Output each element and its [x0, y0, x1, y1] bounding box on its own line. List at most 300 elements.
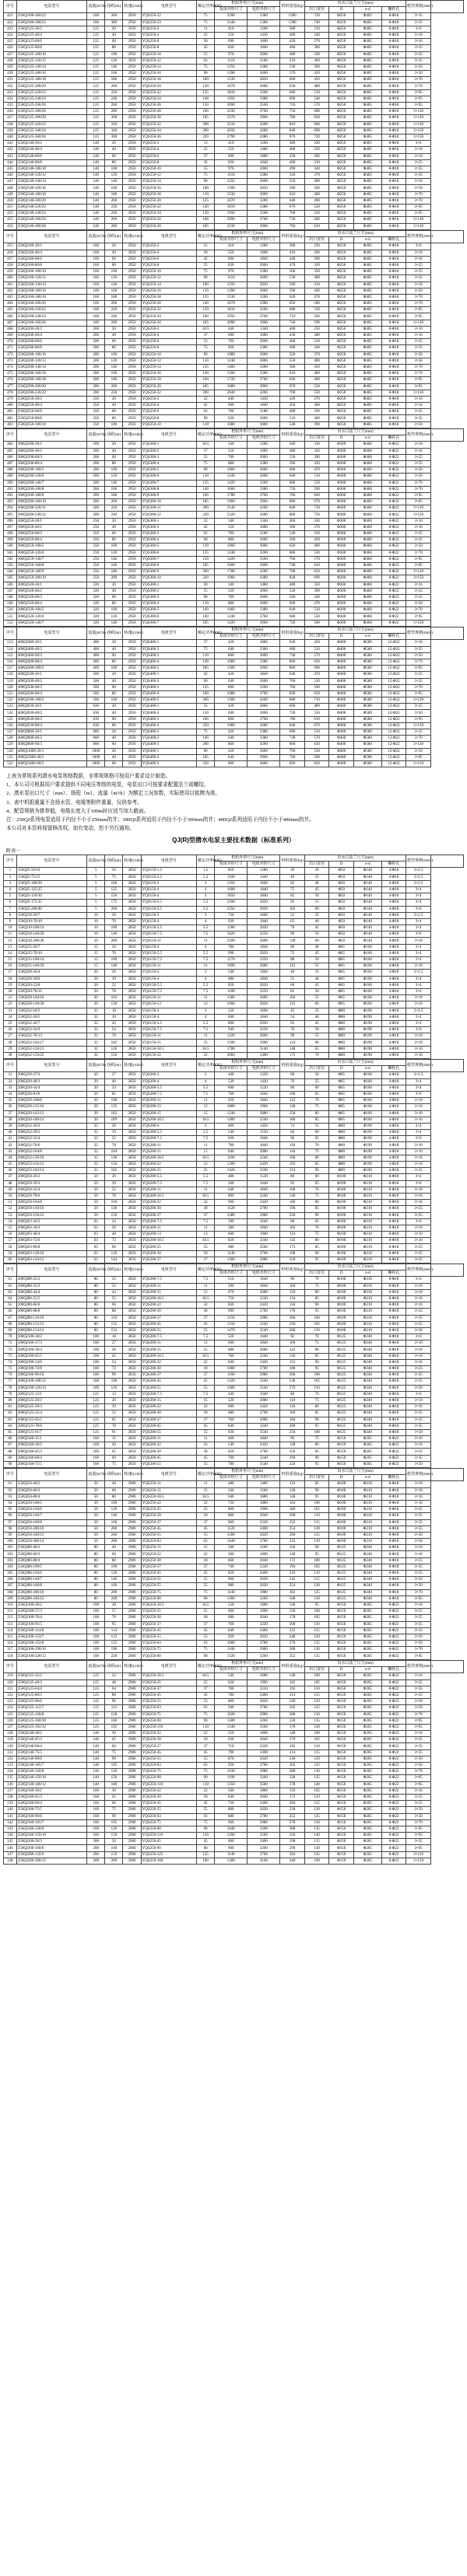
table-cell: 3×10 — [406, 1481, 431, 1487]
table-cell: Φ250 — [329, 191, 354, 197]
table-cell: 18.5 — [197, 442, 215, 448]
table-cell: Φ100 — [329, 1283, 354, 1289]
table-cell: 830 — [215, 1302, 248, 1309]
table-cell: 32 — [87, 1027, 105, 1033]
table-cell: 2060 — [248, 339, 280, 345]
table-cell: Φ240 — [353, 1404, 381, 1410]
column-subheader: n-d — [353, 237, 381, 243]
table-cell: 4-Φ18 — [381, 1098, 406, 1104]
table-cell: 95 — [304, 1366, 329, 1372]
table-cell: 2850 — [123, 957, 141, 963]
table-cell: 32 — [87, 1162, 105, 1168]
table-cell: Φ240 — [353, 1545, 381, 1551]
row-index: 87 — [4, 1442, 17, 1449]
table-cell: 320 — [87, 607, 105, 613]
table-cell: Φ160 — [353, 1104, 381, 1110]
table-row — [4, 1596, 464, 1602]
table-cell: 20 — [87, 1072, 105, 1078]
table-cell: 280 — [105, 109, 123, 115]
table-cell: Φ405 — [353, 307, 381, 313]
table-cell: 740 — [280, 652, 305, 659]
table-cell: 200QJ125-52/4 — [16, 1410, 86, 1417]
table-cell: Φ100 — [329, 1507, 354, 1513]
table-cell: 3×2.5 — [406, 970, 431, 976]
table-cell: 3×25 — [406, 588, 431, 594]
table-cell: 1600 — [215, 886, 248, 893]
table-cell: 200QJ32-104/8 — [16, 1148, 86, 1155]
table-cell: 300QJ200-180/9 — [16, 492, 86, 498]
table-cell: 380 — [105, 19, 123, 26]
table-cell: Φ100 — [329, 1232, 354, 1238]
table-cell: 158 — [280, 1609, 305, 1615]
table-cell: 30 — [197, 1410, 215, 1417]
table-cell: Φ405 — [353, 326, 381, 332]
table-row — [4, 275, 464, 281]
table-cell: 3200 — [248, 197, 280, 204]
table-cell: 2420 — [248, 1200, 280, 1206]
table-cell: Φ250 — [329, 173, 354, 179]
table-cell: 8-Φ22 — [381, 1615, 406, 1621]
table-cell: 125 — [87, 1673, 105, 1679]
table-cell: Φ150 — [329, 1845, 354, 1851]
table-cell: 300QJ200-220/11 — [16, 505, 86, 512]
table-cell: YQS250-55 — [141, 1583, 197, 1589]
table-cell: 122 — [280, 1001, 305, 1008]
table-cell: 3×10 — [406, 1033, 431, 1040]
table-row — [4, 1673, 464, 1679]
row-index: 82 — [4, 1410, 17, 1417]
table-cell: 990 — [215, 950, 248, 956]
table-cell: 90 — [197, 179, 215, 185]
table-row — [4, 1372, 464, 1379]
table-cell: Φ160 — [353, 950, 381, 956]
table-cell: 2850 — [123, 906, 141, 912]
table-cell: 280 — [304, 153, 329, 159]
table-cell: 650 — [304, 569, 329, 575]
table-cell: 4 — [197, 1014, 215, 1020]
table-cell: 470 — [304, 467, 329, 474]
table-cell: 2850 — [123, 918, 141, 924]
table-cell: 12-Φ22 — [381, 704, 406, 710]
table-cell: 400QJ400-60/3 — [16, 652, 86, 659]
table-cell: 3000 — [248, 652, 280, 659]
table-cell: Φ460 — [353, 467, 381, 474]
table-cell: 2900 — [123, 1641, 141, 1647]
row-index: 136 — [4, 1781, 17, 1788]
table-cell: 530 — [280, 275, 305, 281]
table-cell: 160 — [197, 613, 215, 620]
table-row — [4, 575, 464, 582]
table-cell: 13 — [197, 141, 215, 147]
table-cell: 1250 — [215, 281, 248, 288]
table-cell: 1840 — [248, 1014, 280, 1020]
table-cell: 12-Φ22 — [381, 659, 406, 665]
table-cell: 8-Φ22 — [381, 1819, 406, 1826]
table-cell: 3×50 — [406, 1641, 431, 1647]
table-row — [4, 906, 464, 912]
table-cell: 8-Φ18 — [381, 1372, 406, 1379]
table-cell: 80 — [87, 1302, 105, 1309]
table-row — [4, 1014, 464, 1020]
table-cell: Φ265 — [353, 1673, 381, 1679]
table-cell: 2380 — [248, 64, 280, 70]
table-cell: Φ405 — [353, 243, 381, 250]
table-cell: YQS200-7.5 — [141, 1391, 197, 1397]
table-cell: 3240 — [248, 1455, 280, 1461]
table-cell: Φ250 — [329, 26, 354, 32]
table-cell: 2950 — [123, 518, 141, 524]
table-cell: Φ405 — [353, 83, 381, 89]
table-cell: 180 — [105, 377, 123, 383]
table-cell: 8-Φ22 — [381, 1724, 406, 1730]
table-cell: 160 — [87, 1807, 105, 1813]
table-cell: 200QJ125-65/5 — [16, 1417, 86, 1423]
table-cell: 2950 — [123, 121, 141, 128]
table-row — [4, 1238, 464, 1244]
table-cell: YQS150-4 — [141, 918, 197, 924]
table-cell: Φ140 — [353, 912, 381, 918]
table-cell: Φ250 — [329, 121, 354, 128]
table-cell: 3×70 — [406, 1769, 431, 1775]
row-index: 527 — [4, 729, 17, 736]
table-cell: 2850 — [123, 1117, 141, 1123]
table-cell: Φ300 — [329, 460, 354, 467]
table-cell: 470 — [304, 672, 329, 678]
table-cell: 63 — [197, 58, 215, 64]
column-header: 机组重量(kg) — [280, 1661, 305, 1673]
table-cell: 63 — [87, 1257, 105, 1263]
table-cell: 400 — [87, 666, 105, 672]
table-cell: Φ580 — [353, 716, 381, 722]
table-cell: 7.5 — [197, 1136, 215, 1142]
table-cell: 3×4 — [406, 925, 431, 931]
table-cell: 3560 — [248, 556, 280, 562]
table-cell: 250QJ160-260/26 — [16, 320, 86, 326]
table-cell: 2850 — [123, 1436, 141, 1442]
table-cell: 250QJ125-112/7 — [16, 1705, 86, 1711]
table-cell: 55 — [197, 1807, 215, 1813]
table-cell: 8-Φ18 — [381, 1526, 406, 1532]
table-cell: 172 — [280, 1052, 305, 1058]
table-cell: 2510 — [215, 121, 248, 128]
table-cell: 288 — [280, 1769, 305, 1775]
row-index: 501 — [4, 550, 17, 556]
table-cell: 3×120 — [406, 697, 431, 704]
table-cell: 640 — [215, 678, 248, 684]
table-cell: Φ150 — [329, 1801, 354, 1807]
table-row — [4, 716, 464, 722]
table-cell: 8-Φ18 — [381, 396, 406, 402]
table-cell: 2850 — [123, 1238, 141, 1244]
row-index: 116 — [4, 1641, 17, 1647]
table-cell: Φ300 — [329, 474, 354, 480]
table-cell: 3×95 — [406, 1833, 431, 1839]
row-index: 435 — [4, 103, 17, 109]
table-cell: 250QJ160-90/6 — [16, 1813, 86, 1819]
row-index: 84 — [4, 1423, 17, 1429]
table-cell: 4-Φ18 — [381, 906, 406, 912]
table-cell: Φ405 — [353, 281, 381, 288]
table-cell: 2900 — [123, 1564, 141, 1570]
table-cell: 2950 — [123, 421, 141, 428]
table-cell: 250QJ125-192/12 — [16, 1724, 86, 1730]
table-cell: 20 — [87, 995, 105, 1001]
table-cell: 250QJ125-100/10 — [16, 51, 86, 58]
table-cell: 22 — [197, 1162, 215, 1168]
table-cell: 3×70 — [406, 736, 431, 742]
table-cell: 8-Φ18 — [381, 217, 406, 223]
table-cell: 52 — [105, 1136, 123, 1142]
table-cell: 100 — [105, 1500, 123, 1506]
table-cell: YQS300-7 — [141, 620, 197, 626]
table-cell: 720 — [280, 710, 305, 716]
table-cell: Φ460 — [353, 492, 381, 498]
table-cell: 20 — [105, 396, 123, 402]
table-cell: Φ100 — [329, 1526, 354, 1532]
table-cell: Φ405 — [353, 320, 381, 326]
table-cell: 250QJ250-40/4 — [16, 403, 86, 409]
row-index: 425 — [4, 39, 17, 45]
table-cell: 66 — [280, 982, 305, 988]
column-header: 序号 — [4, 1661, 17, 1673]
table-cell: 3×50 — [406, 601, 431, 607]
table-cell: 640 — [215, 736, 248, 742]
table-cell: 3×10 — [406, 1289, 431, 1295]
table-cell: Φ580 — [353, 652, 381, 659]
table-cell: 32 — [87, 1136, 105, 1142]
table-cell: 12-Φ22 — [381, 652, 406, 659]
table-cell: 980 — [215, 1244, 248, 1250]
table-cell: 75 — [197, 64, 215, 70]
table-row — [4, 1545, 464, 1551]
row-index: 472 — [4, 351, 17, 358]
table-cell: 540 — [215, 970, 248, 976]
column-header: 额定功率(kW) — [197, 231, 215, 243]
table-cell: 2900 — [123, 1526, 141, 1532]
table-cell: 2950 — [123, 153, 141, 159]
row-index: 488 — [4, 467, 17, 474]
table-cell: 100 — [87, 1366, 105, 1372]
table-cell: 430 — [280, 333, 305, 339]
column-header: 配管规格(mm²) — [406, 627, 431, 640]
table-cell: Φ65 — [329, 963, 354, 970]
table-cell: 430 — [304, 594, 329, 600]
table-cell: 8-Φ18 — [381, 26, 406, 32]
table-cell: 3960 — [248, 620, 280, 626]
column-header: 电机型号 — [141, 1661, 197, 1673]
table-row — [4, 1731, 464, 1737]
table-cell: YQS200-22 — [141, 1162, 197, 1168]
table-cell: 2900 — [123, 1699, 141, 1705]
table-cell: 160 — [197, 1858, 215, 1864]
table-cell: 3×10 — [406, 1487, 431, 1494]
table-cell: 3×50 — [406, 1583, 431, 1589]
table-row — [4, 1180, 464, 1187]
table-cell: 2950 — [123, 345, 141, 351]
table-cell: YQS150-4 — [141, 1014, 197, 1020]
table-cell: 112 — [280, 963, 305, 970]
table-cell: 640 — [280, 607, 305, 613]
table-cell: 2980 — [248, 1417, 280, 1423]
table-cell: 2850 — [123, 880, 141, 886]
table-cell: 1780 — [215, 569, 248, 575]
table-cell: Φ250 — [329, 109, 354, 115]
table-cell: 25 — [197, 1168, 215, 1174]
table-cell: 30 — [197, 1615, 215, 1621]
table-cell: 2950 — [123, 666, 141, 672]
table-cell: 3×120 — [406, 109, 431, 115]
table-cell: Φ100 — [329, 1539, 354, 1545]
table-cell: 1840 — [248, 918, 280, 924]
table-cell: 250QJ200-80/8 — [16, 345, 86, 351]
table-cell: 3×50 — [406, 1813, 431, 1819]
table-cell: 680 — [280, 646, 305, 652]
table-cell: YQS250-2 — [141, 326, 197, 332]
table-cell: 80 — [87, 1589, 105, 1596]
table-cell: 2850 — [123, 912, 141, 918]
table-cell: 2080 — [248, 1289, 280, 1295]
table-cell: 1340 — [248, 518, 280, 524]
table-cell: 2950 — [123, 390, 141, 396]
table-cell: Φ250 — [329, 269, 354, 275]
row-index: 508 — [4, 594, 17, 600]
row-index: 141 — [4, 1813, 17, 1819]
table-row — [4, 103, 464, 109]
table-cell: 3×70 — [406, 197, 431, 204]
table-cell: Φ100 — [329, 1180, 354, 1187]
row-index: 444 — [4, 159, 17, 166]
table-cell: 320 — [87, 620, 105, 626]
table-row — [4, 1749, 464, 1756]
table-cell: 3×150 — [406, 512, 431, 518]
table-cell: YQS150-4 — [141, 976, 197, 982]
table-cell: 4-Φ18 — [381, 1148, 406, 1155]
table-cell: 2950 — [123, 320, 141, 326]
table-cell: 15 — [197, 1289, 215, 1295]
table-cell: 39 — [105, 1130, 123, 1136]
table-cell: 410 — [215, 26, 248, 32]
table-cell: Φ150 — [329, 1692, 354, 1698]
table-cell: 300QJ200-120/6 — [16, 474, 86, 480]
table-cell: 2900 — [123, 1819, 141, 1826]
table-cell: 3×50 — [406, 1577, 431, 1583]
row-index: 29 — [4, 1046, 17, 1052]
table-cell: 8-Φ22 — [381, 1461, 406, 1467]
table-cell: 8-Φ18 — [381, 294, 406, 300]
table-cell: 8-Φ18 — [381, 262, 406, 268]
row-index: 69 — [4, 1327, 17, 1333]
table-cell: 200 — [87, 442, 105, 448]
table-cell: Φ250 — [329, 89, 354, 96]
table-cell: 8-Φ18 — [381, 250, 406, 256]
table-cell: 8-Φ18 — [381, 1289, 406, 1295]
table-cell: 410 — [215, 243, 248, 250]
table-cell: 75 — [304, 1232, 329, 1238]
table-cell: 125 — [87, 103, 105, 109]
row-index: 55 — [4, 1225, 17, 1231]
table-cell: 250QJ160-105/7 — [16, 1819, 86, 1826]
table-cell: 3000 — [248, 544, 280, 550]
table-cell: 2380 — [248, 269, 280, 275]
table-cell: YQS250-18 — [141, 294, 197, 300]
table-cell: 120 — [105, 474, 123, 480]
table-cell: 81 — [105, 1091, 123, 1097]
table-row — [4, 678, 464, 684]
table-cell: 200 — [105, 301, 123, 307]
table-row — [4, 1174, 464, 1180]
table-cell: 63 — [197, 409, 215, 415]
table-cell: Φ300 — [329, 569, 354, 575]
row-index: 458 — [4, 262, 17, 268]
table-cell: YQS250-45 — [141, 1692, 197, 1698]
table-cell: Φ250 — [329, 333, 354, 339]
table-cell: 2060 — [248, 262, 280, 268]
table-cell: 200QJ80-110/10 — [16, 1315, 86, 1321]
table-cell: 3×25 — [406, 1794, 431, 1800]
row-index: 66 — [4, 1309, 17, 1315]
table-cell: 2850 — [123, 1250, 141, 1257]
table-cell: 3960 — [248, 754, 280, 760]
table-row — [4, 294, 464, 300]
column-header — [430, 1264, 463, 1277]
table-row — [4, 486, 464, 492]
table-cell: 8-Φ18 — [381, 153, 406, 159]
table-cell: Φ405 — [353, 64, 381, 70]
table-cell: 2950 — [123, 569, 141, 575]
table-cell: 660 — [215, 1557, 248, 1564]
table-cell: YQS250-125 — [141, 1851, 197, 1858]
table-cell: YQS250-20 — [141, 301, 197, 307]
table-cell: 158 — [280, 1110, 305, 1117]
table-cell: 2780 — [248, 1539, 280, 1545]
table-cell: 120 — [304, 1583, 329, 1589]
table-cell: YQS250-30 — [141, 1615, 197, 1621]
table-cell: 680 — [215, 1615, 248, 1621]
table-cell: 400QJ800-60/3 — [16, 742, 86, 748]
table-cell: 760 — [280, 223, 305, 229]
table-cell: 2380 — [248, 460, 280, 467]
table-cell: 80 — [304, 1289, 329, 1295]
table-row — [4, 1385, 464, 1391]
table-cell: 140 — [105, 963, 123, 970]
table-cell: 125 — [87, 1397, 105, 1403]
row-index: 495 — [4, 512, 17, 518]
table-cell: Φ460 — [353, 569, 381, 575]
table-row — [4, 1756, 464, 1762]
table-cell: 100 — [105, 421, 123, 428]
table-row — [4, 262, 464, 268]
table-cell: 2950 — [123, 448, 141, 454]
table-cell: 2900 — [123, 1602, 141, 1608]
table-cell: 1640 — [248, 1334, 280, 1340]
table-cell: 2850 — [123, 1404, 141, 1410]
table-cell: Φ240 — [353, 1571, 381, 1577]
table-cell: Φ160 — [353, 995, 381, 1001]
table-cell: 420 — [215, 729, 248, 736]
table-cell: YQS300-1 — [141, 518, 197, 524]
table-cell: 3×6 — [406, 243, 431, 250]
table-cell: 4 — [197, 918, 215, 924]
table-cell: 2900 — [123, 1851, 141, 1858]
table-cell: 800 — [280, 499, 305, 505]
table-cell: 200 — [197, 569, 215, 575]
table-cell: 5.5 — [197, 906, 215, 912]
table-cell: Φ240 — [353, 1551, 381, 1557]
table-cell: 300QJ200-100/5 — [16, 467, 86, 474]
table-cell: 1520 — [248, 1174, 280, 1180]
table-cell: 2850 — [123, 1321, 141, 1327]
table-cell: 2240 — [248, 1117, 280, 1123]
